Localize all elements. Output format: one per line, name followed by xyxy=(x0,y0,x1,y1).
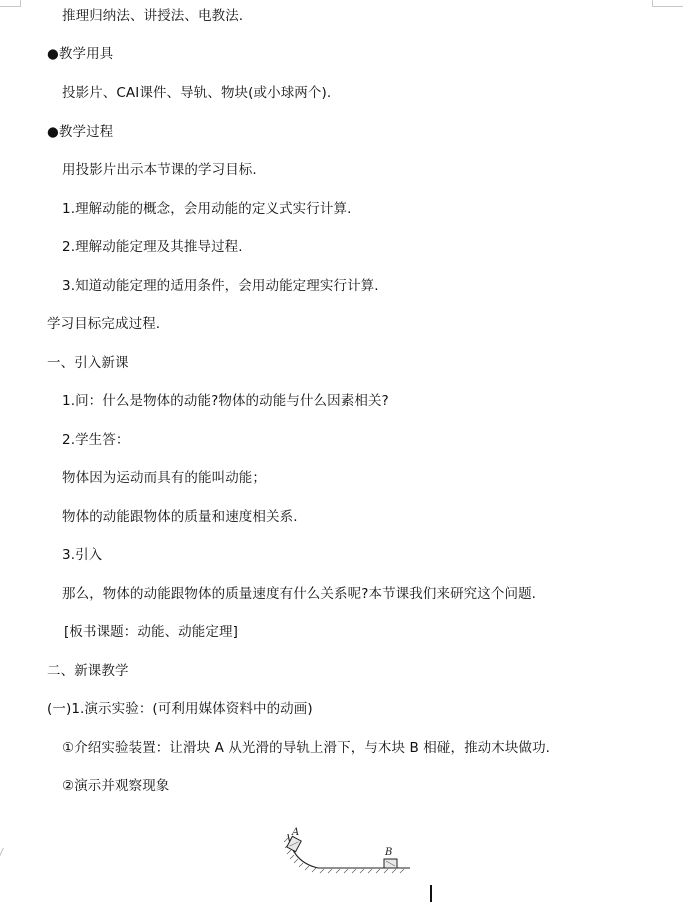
observe-phenomenon-line: ②演示并观察现象 xyxy=(62,778,170,794)
board-title-line: [板书课题：动能、动能定理] xyxy=(64,624,238,640)
text-cursor xyxy=(430,885,432,902)
introduction-text: 那么，物体的动能跟物体的质量速度有什么关系呢?本节课我们来研究这个问题. xyxy=(62,586,537,602)
introduction-label: 3.引入 xyxy=(62,547,103,563)
margin-mark xyxy=(0,848,8,856)
objectives-intro-line: 用投影片出示本节课的学习目标. xyxy=(62,162,257,178)
objectives-process-line: 学习目标完成过程. xyxy=(47,316,161,332)
section-1-heading: 一、引入新课 xyxy=(47,355,129,371)
heading-teaching-tools: ●教学用具 xyxy=(47,46,114,62)
objective-1: 1.理解动能的概念，会用动能的定义式实行计算. xyxy=(62,201,352,217)
objective-3: 3.知道动能定理的适用条件，会用动能定理实行计算. xyxy=(62,278,379,294)
teaching-methods-line: 推理归纳法、讲授法、电教法. xyxy=(62,8,244,24)
label-a: A xyxy=(292,827,300,838)
section-2-heading: 二、新课教学 xyxy=(47,663,129,679)
page-corner-mark-left xyxy=(0,0,21,7)
track-and-blocks-figure xyxy=(280,824,415,882)
answer-line-1: 物体因为运动而具有的能叫动能； xyxy=(62,470,266,486)
apparatus-intro-line: ①介绍实验装置：让滑块 A 从光滑的导轨上滑下，与木块 B 相碰，推动木块做功. xyxy=(62,740,551,756)
label-b: B xyxy=(385,847,393,858)
objective-2: 2.理解动能定理及其推导过程. xyxy=(62,239,243,255)
page-corner-mark-right xyxy=(652,0,683,7)
student-answer-label: 2.学生答： xyxy=(62,432,130,448)
demo-experiment-line: (一)1.演示实验：(可利用媒体资料中的动画) xyxy=(47,701,313,717)
question-line: 1.问：什么是物体的动能?物体的动能与什么因素相关? xyxy=(62,393,389,409)
heading-teaching-process: ●教学过程 xyxy=(47,124,114,140)
teaching-tools-line: 投影片、CAI课件、导轨、物块(或小球两个). xyxy=(62,85,332,101)
answer-line-2: 物体的动能跟物体的质量和速度相关系. xyxy=(62,509,298,525)
